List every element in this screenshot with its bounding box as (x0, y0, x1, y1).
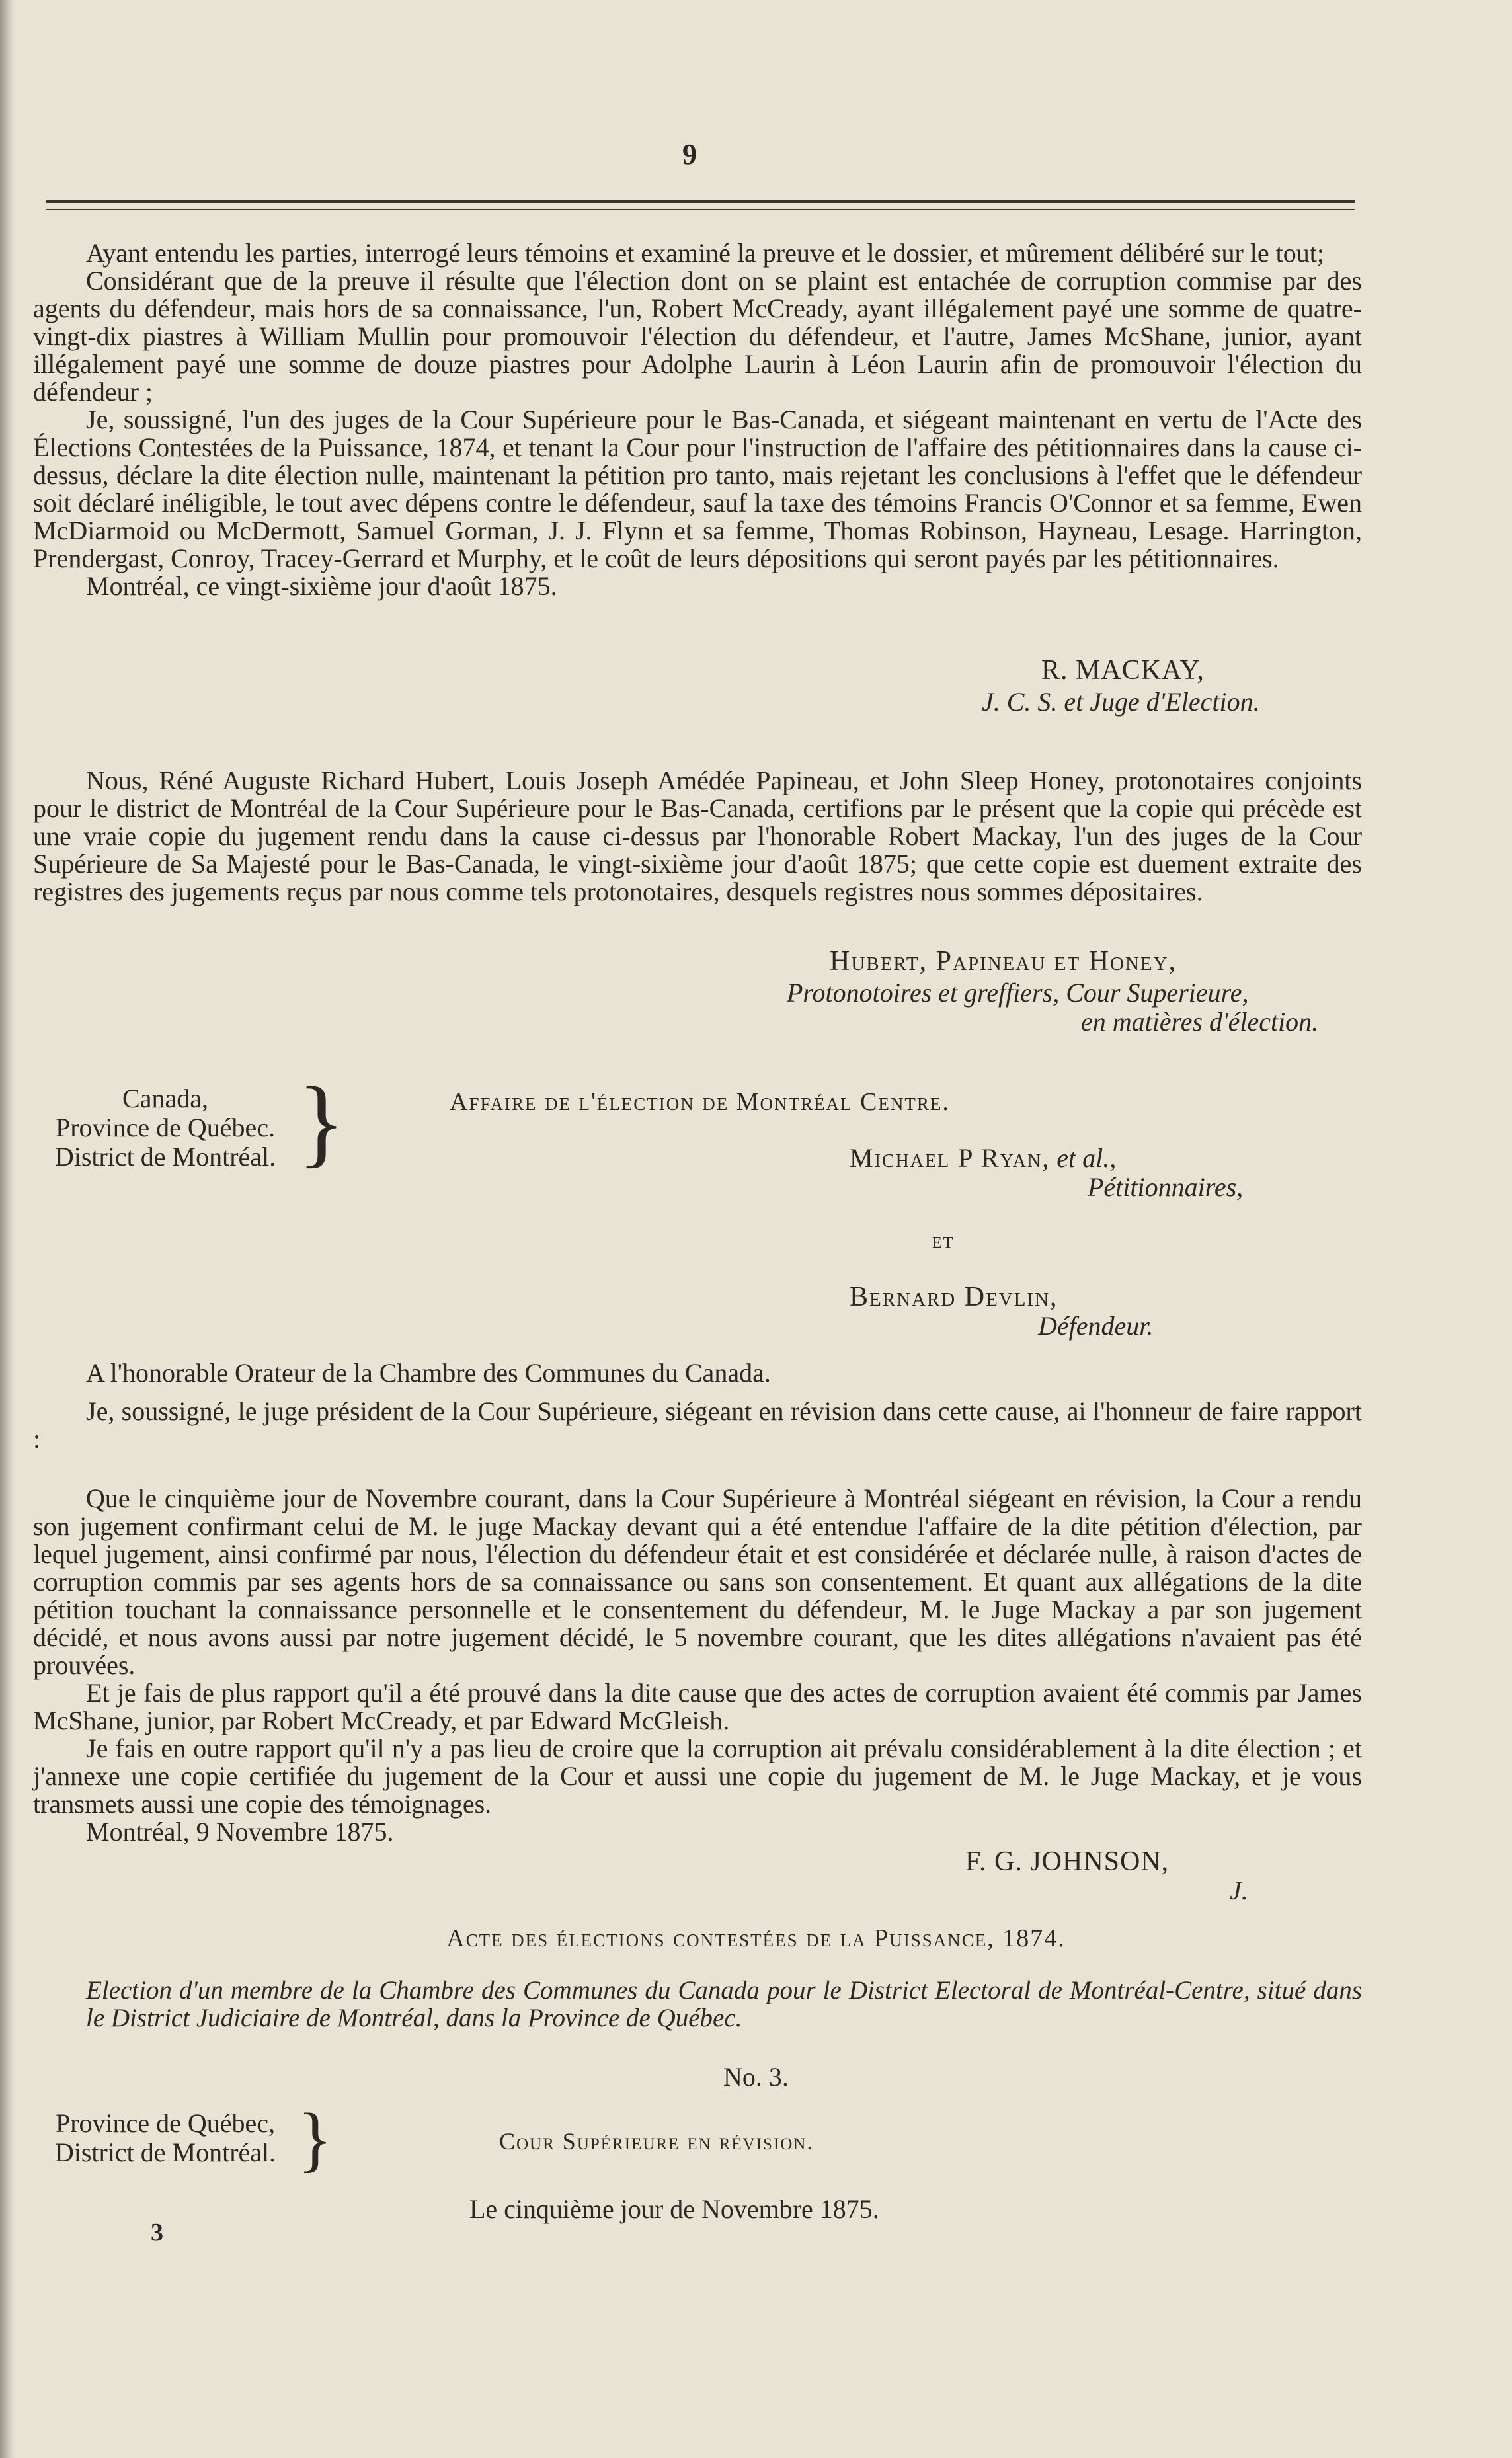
judgment-signature: R. MACKAY, (1041, 655, 1205, 686)
header-rule (46, 200, 1355, 203)
header-rule-thin (46, 209, 1355, 210)
report-section (33, 1359, 1362, 1846)
judgment-date: Montréal, ce vingt-sixième jour d'août 1875. (86, 571, 557, 601)
judgment-signature-title: J. C. S. et Juge d'Election. (982, 687, 1260, 717)
report-address: A l'honorable Orateur de la Chambre des Communes du Canada. (86, 1358, 771, 1388)
footer-mark: 3 (151, 2219, 164, 2246)
report-paragraph: Je, soussigné, le juge président de la Cour Supérieure, siégeant en révision dans cette cause, ai l'honneur de faire rapport : (33, 1396, 1362, 1454)
certification-signature: Hubert, Papineau et Honey, (830, 946, 1177, 976)
affair-title: Affaire de l'élection de Montréal Centre. (450, 1088, 950, 1116)
report-date: Montréal, 9 Novembre 1875. (86, 1817, 394, 1846)
defendant-name: Bernard Devlin, (850, 1282, 1058, 1312)
page-number: 9 (682, 138, 697, 171)
jurisdiction-line: District de Montréal. (54, 1142, 276, 1171)
brace: } (298, 1067, 345, 1177)
act-date: Le cinquième jour de Novembre 1875. (469, 2194, 879, 2224)
certification-signature-sub: en matières d'élection. (1081, 1007, 1319, 1037)
petitioner-role: Pétitionnaires, (1088, 1172, 1244, 1202)
jurisdiction-block (26, 1084, 304, 1171)
act-title: Acte des élections contestées de la Puissance, 1874. (446, 1924, 1066, 1952)
jurisdiction-line: Canada, (122, 1084, 208, 1113)
brace: } (298, 2098, 333, 2179)
report-signature-j: J. (1230, 1876, 1248, 1905)
act-subtitle-block (86, 1977, 1362, 2032)
act-number: No. 3. (723, 2062, 789, 2092)
caption-et: et (932, 1228, 955, 1253)
act-subtitle: Election d'un membre de la Chambre des Communes du Canada pour le District Electoral de Montréal-Centre, situé dans le District Judiciaire de Montréal, dans la Province de Québec. (86, 1976, 1362, 2032)
judgment-paragraph: Considérant que de la preuve il résulte que l'élection dont on se plaint est entachée de corruption commise par des agents du défendeur, mais hors de sa connaissance, l'un, Robert McCready, ayant illégalement payé une somme de quatre-vingt-dix piastres à William Mullin pour promouvoir l'élection du défendeur, et l'autre, James McShane, junior, ayant illégalement payé une somme de douze piastres pour Adolphe Laurin à Léon Laurin afin de promouvoir l'élection du défendeur ; (33, 266, 1362, 407)
report-signature: F. G. JOHNSON, (965, 1846, 1170, 1877)
petitioner-name: Michael P Ryan, et al., (850, 1143, 1117, 1173)
jurisdiction-line: District de Montréal. (54, 2137, 276, 2167)
judgment-paragraph: Je, soussigné, l'un des juges de la Cour Supérieure pour le Bas-Canada, et siégeant maintenant en vertu de l'Acte des Élections Contestées de la Puissance, 1874, et tenant la Cour pour l'instruction de l'affaire des pétitionnaires dans la cause ci-dessus, déclare la dite élection nulle, maintenant la pétition pro tanto, mais rejetant les conclusions à l'effet que le défendeur soit déclaré inéligible, le tout avec dépens contre le défendeur, sauf la taxe des témoins Francis O'Connor et sa femme, Ewen McDiarmoid ou McDermott, Samuel Gorman, J. J. Flynn et sa femme, Thomas Robinson, Hayneau, Lesage. Harrington, Prendergast, Conroy, Tracey-Gerrard et Murphy, et le coût de leurs dépositions qui seront payés par les pétitionnaires. (33, 405, 1362, 573)
certification-paragraph: Nous, Réné Auguste Richard Hubert, Louis Joseph Amédée Papineau, et John Sleep Honey, protonotaires conjoints pour le district de Montréal de la Cour Supérieure pour le Bas-Canada, certifions par le présent que la copie qui précède est une vraie copie du jugement rendu dans la cause ci-dessus par l'honorable Robert Mackay, l'un des juges de la Cour Supérieure de Sa Majesté pour le Bas-Canada, le vingt-sixième jour d'août 1875; que cette copie est duement extraite des registres des jugements reçus par nous comme tels protonotaires, desquels registres nous sommes dépositaires. (33, 766, 1362, 906)
certification-section (33, 767, 1362, 906)
judgment-section (33, 239, 1362, 600)
certification-signature-sub: Protonotoires et greffiers, Cour Superieure, (787, 978, 1249, 1008)
defendant-role: Défendeur. (1038, 1311, 1154, 1341)
judgment-paragraph: Ayant entendu les parties, interrogé leurs témoins et examiné la preuve et le dossier, et mûrement délibéré sur le tout; (86, 238, 1324, 268)
report-paragraph: Je fais en outre rapport qu'il n'y a pas lieu de croire que la corruption ait prévalu considérablement à la dite élection ; et j'annexe une copie certifiée du jugement de la Cour et aussi une copie du jugement de M. le Juge Mackay, et je vous transmets aussi une copie des témoignages. (33, 1733, 1362, 1819)
report-paragraph: Que le cinquième jour de Novembre courant, dans la Cour Supérieure à Montréal siégeant en révision, la Cour a rendu son jugement confirmant celui de M. le juge Mackay devant qui a été entendue l'affaire de la dite pétition d'élection, par lequel jugement, ainsi confirmé par nous, l'élection du défendeur était et est considérée et déclarée nulle, à raison d'actes de corruption commis par ses agents hors de sa connaissance ou sans son consentement. Et quant aux allégations de la dite pétition touchant la connaissance personnelle et le consentement du défendeur, M. le Juge Mackay a par son jugement décidé, et nous avons aussi par notre jugement décidé, le 5 novembre courant, que les dites allégations n'avaient pas été prouvées. (33, 1484, 1362, 1680)
act-jurisdiction-block (26, 2109, 304, 2167)
jurisdiction-line: Province de Québec. (55, 1113, 276, 1142)
court-name: Cour Supérieure en révision. (499, 2128, 815, 2155)
report-paragraph: Et je fais de plus rapport qu'il a été prouvé dans la dite cause que des actes de corruption avaient été commis par James McShane, junior, par Robert McCready, et par Edward McGleish. (33, 1678, 1362, 1735)
jurisdiction-line: Province de Québec, (55, 2108, 276, 2138)
